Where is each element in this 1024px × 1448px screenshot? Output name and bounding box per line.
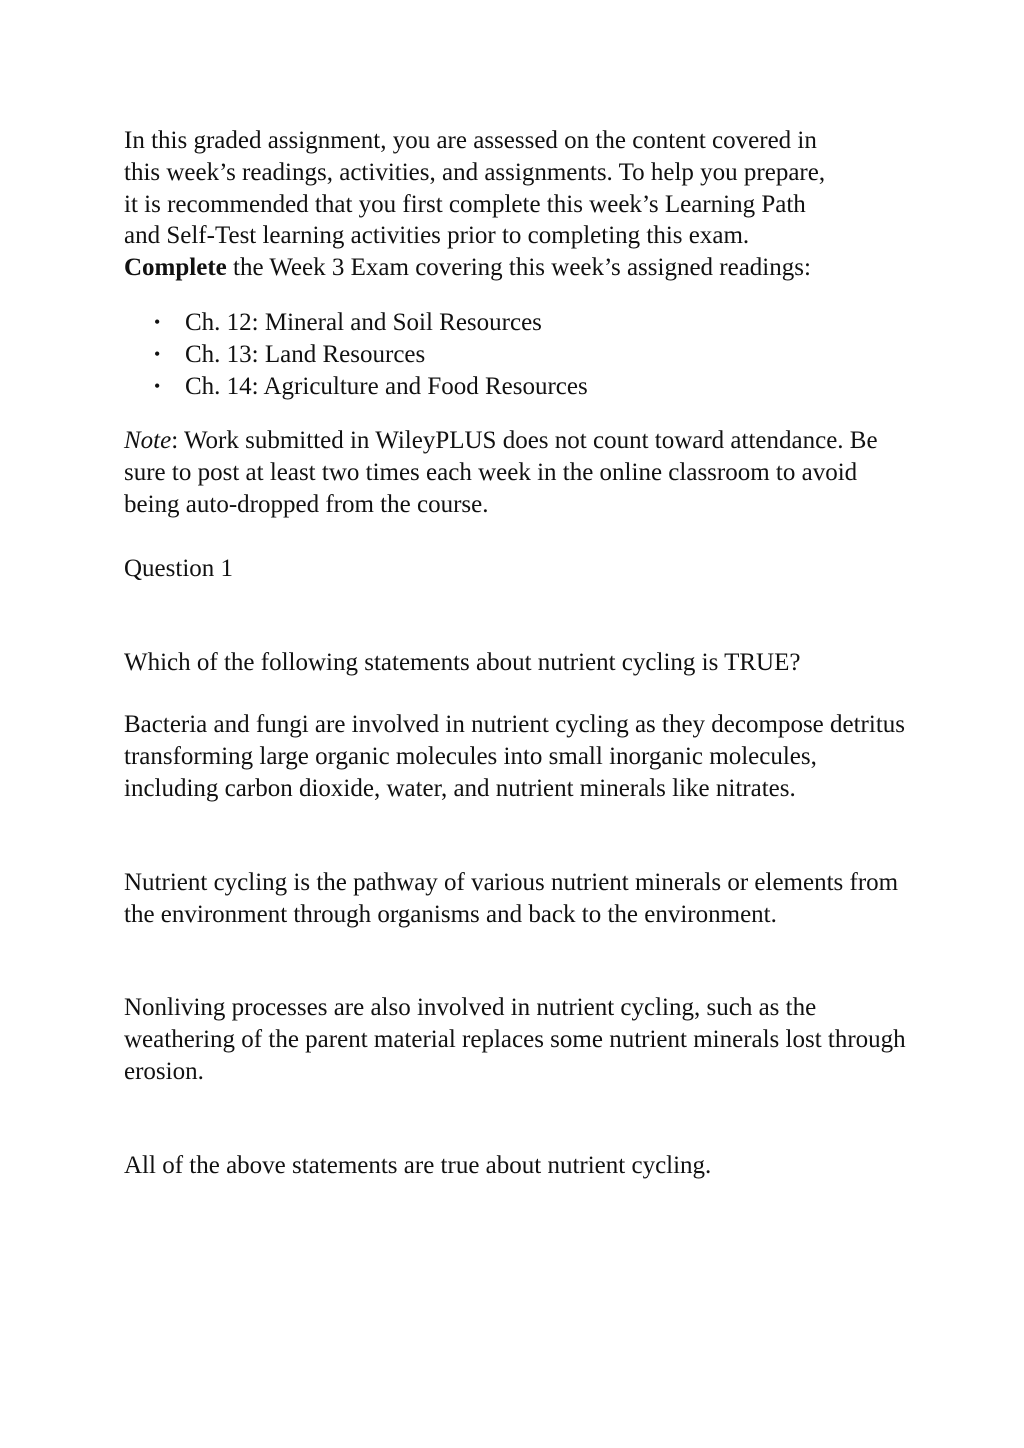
note-text: : Work submitted in WileyPLUS does not count toward attendance. Be sure to post at least two times each week in the online classroom to avoid being auto-dropped from the course. — [124, 427, 878, 518]
complete-keyword: Complete — [124, 254, 227, 282]
reading-chapter: Ch. 14: Agriculture and Food Resources — [185, 372, 588, 400]
answer-option-2[interactable]: Nutrient cycling is the pathway of various nutrient minerals or elements from the environment through organisms and back to the environment. — [124, 868, 899, 928]
list-item — [124, 307, 914, 339]
reading-chapter: Ch. 13: Land Resources — [185, 340, 426, 368]
question-label: Question 1 — [124, 554, 234, 582]
bullet-icon: • — [154, 343, 161, 364]
readings-list — [124, 307, 914, 402]
list-item — [124, 339, 914, 371]
intro-line: and Self-Test learning activities prior to completing this exam. — [124, 222, 750, 250]
note-label: Note — [124, 427, 172, 455]
answer-option-3[interactable]: Nonliving processes are also involved in nutrient cycling, such as the weathering of the parent material replaces some nutrient minerals lost through erosion. — [124, 994, 906, 1085]
answer-option-1[interactable]: Bacteria and fungi are involved in nutrient cycling as they decompose detritus transforming large organic molecules into small inorganic molecules, including carbon dioxide, water, and nutrient minerals like nitrates. — [124, 711, 906, 802]
reading-chapter: Ch. 12: Mineral and Soil Resources — [185, 308, 542, 336]
intro-line: it is recommended that you first complete this week’s Learning Path — [124, 190, 806, 218]
intro-paragraph — [124, 125, 914, 284]
bullet-icon: • — [154, 311, 161, 332]
answer-option-4[interactable]: All of the above statements are true about nutrient cycling. — [124, 1151, 712, 1179]
bullet-icon: • — [154, 375, 161, 396]
intro-complete-line — [124, 252, 914, 284]
intro-line: In this graded assignment, you are assessed on the content covered in — [124, 127, 817, 154]
note-paragraph — [124, 425, 914, 520]
question-text: Which of the following statements about nutrient cycling is TRUE? — [124, 648, 801, 676]
document-page — [124, 125, 914, 1182]
complete-instruction: the Week 3 Exam covering this week’s assigned readings: — [226, 254, 811, 282]
intro-line: this week’s readings, activities, and assignments. To help you prepare, — [124, 158, 826, 186]
list-item — [124, 371, 914, 403]
